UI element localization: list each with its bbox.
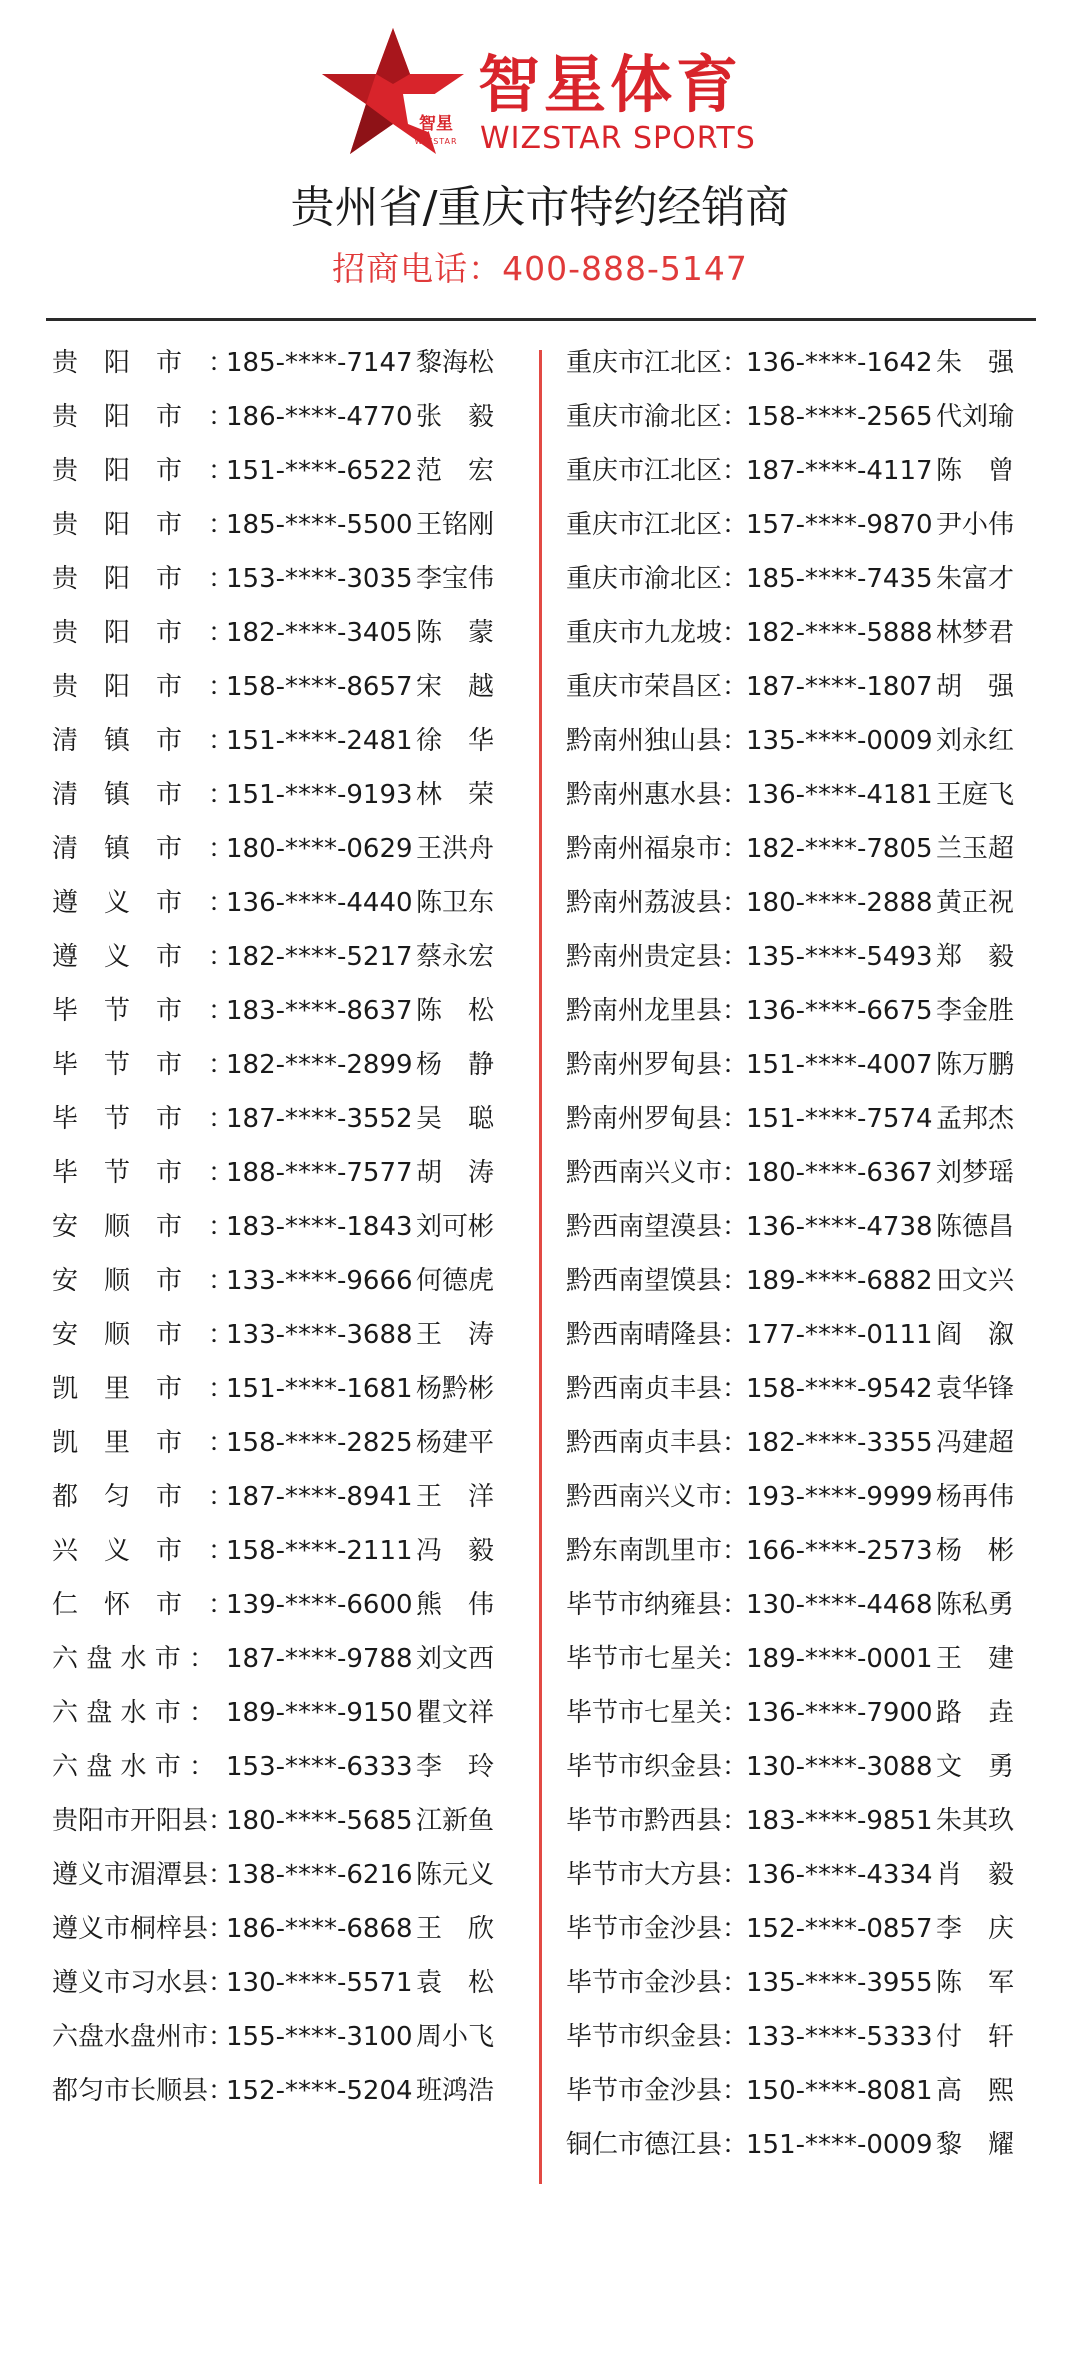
dealer-location: 黔南州贵定县： bbox=[566, 942, 749, 972]
dealer-location: 毕 节 市 ： bbox=[52, 1158, 235, 1188]
dealer-phone: 186-****-6868 bbox=[226, 1914, 413, 1944]
dealer-location: 黔南州惠水县： bbox=[566, 780, 749, 810]
dealer-name: 范 宏 bbox=[416, 456, 495, 486]
dealer-name: 陈德昌 bbox=[936, 1212, 1015, 1242]
dealer-name: 杨建平 bbox=[416, 1428, 495, 1458]
dealer-phone: 157-****-9870 bbox=[746, 510, 933, 540]
dealer-location: 毕节市七星关： bbox=[566, 1644, 749, 1674]
dealer-name: 路 垚 bbox=[936, 1698, 1015, 1728]
dealer-phone: 183-****-8637 bbox=[226, 996, 413, 1026]
dealer-name: 王 涛 bbox=[416, 1320, 495, 1350]
dealer-phone: 158-****-2825 bbox=[226, 1428, 413, 1458]
dealer-row bbox=[52, 660, 518, 714]
dealer-row bbox=[52, 768, 518, 822]
dealer-row bbox=[566, 606, 1036, 660]
dealer-row bbox=[566, 1524, 1036, 1578]
dealer-row bbox=[52, 1470, 518, 1524]
dealer-phone: 185-****-7147 bbox=[226, 348, 413, 378]
dealer-row bbox=[566, 1632, 1036, 1686]
dealer-name: 何德虎 bbox=[416, 1266, 495, 1296]
dealer-name: 兰玉超 bbox=[936, 834, 1015, 864]
dealer-location: 清 镇 市 ： bbox=[52, 726, 235, 756]
logo-text-en: WIZSTAR SPORTS bbox=[480, 121, 756, 156]
dealer-phone: 182-****-2899 bbox=[226, 1050, 413, 1080]
dealer-location: 遵义市桐梓县： bbox=[52, 1914, 235, 1944]
dealer-location: 重庆市江北区： bbox=[566, 348, 749, 378]
dealer-location: 贵 阳 市 ： bbox=[52, 456, 235, 486]
dealer-name: 林梦君 bbox=[936, 618, 1015, 648]
dealer-location: 贵 阳 市 ： bbox=[52, 402, 235, 432]
dealer-location: 清 镇 市 ： bbox=[52, 780, 235, 810]
dealer-location: 黔东南凯里市： bbox=[566, 1536, 749, 1566]
dealer-name: 班鸿浩 bbox=[416, 2076, 495, 2106]
dealer-location: 清 镇 市 ： bbox=[52, 834, 235, 864]
dealer-location: 毕 节 市 ： bbox=[52, 1050, 235, 1080]
dealer-row bbox=[566, 1254, 1036, 1308]
dealer-location: 贵 阳 市 ： bbox=[52, 564, 235, 594]
dealer-name: 陈万鹏 bbox=[936, 1050, 1015, 1080]
dealer-phone: 188-****-7577 bbox=[226, 1158, 413, 1188]
dealer-name: 胡 涛 bbox=[416, 1158, 495, 1188]
dealer-name: 李 玲 bbox=[416, 1752, 495, 1782]
dealer-phone: 151-****-2481 bbox=[226, 726, 413, 756]
dealer-row bbox=[52, 1254, 518, 1308]
dealer-name: 陈元义 bbox=[416, 1860, 495, 1890]
dealer-location: 都 匀 市 ： bbox=[52, 1482, 235, 1512]
dealer-location: 铜仁市德江县： bbox=[566, 2130, 749, 2160]
dealer-phone: 136-****-6675 bbox=[746, 996, 933, 1026]
dealer-row bbox=[566, 1848, 1036, 1902]
dealer-row bbox=[52, 606, 518, 660]
dealer-location: 重庆市荣昌区： bbox=[566, 672, 749, 702]
dealer-row bbox=[52, 1362, 518, 1416]
dealer-phone: 153-****-3035 bbox=[226, 564, 413, 594]
dealer-phone: 151-****-9193 bbox=[226, 780, 413, 810]
dealer-location: 安 顺 市 ： bbox=[52, 1212, 235, 1242]
dealer-phone: 187-****-3552 bbox=[226, 1104, 413, 1134]
dealer-row bbox=[566, 1686, 1036, 1740]
dealer-row bbox=[52, 1848, 518, 1902]
dealer-name: 郑 毅 bbox=[936, 942, 1015, 972]
dealer-location: 毕节市大方县： bbox=[566, 1860, 749, 1890]
dealer-row bbox=[52, 1740, 518, 1794]
dealer-row bbox=[566, 2010, 1036, 2064]
dealer-row bbox=[566, 930, 1036, 984]
dealer-phone: 152-****-5204 bbox=[226, 2076, 413, 2106]
dealer-row bbox=[566, 1038, 1036, 1092]
dealer-phone: 158-****-9542 bbox=[746, 1374, 933, 1404]
dealer-phone: 180-****-2888 bbox=[746, 888, 933, 918]
dealer-phone: 133-****-5333 bbox=[746, 2022, 933, 2052]
dealer-name: 江新鱼 bbox=[416, 1806, 495, 1836]
dealer-location: 毕节市金沙县： bbox=[566, 1968, 749, 1998]
dealer-name: 朱其玖 bbox=[936, 1806, 1015, 1836]
dealer-phone: 155-****-3100 bbox=[226, 2022, 413, 2052]
page-title: 贵州省/重庆市特约经销商 bbox=[290, 182, 790, 233]
dealer-location: 重庆市江北区： bbox=[566, 456, 749, 486]
dealer-phone: 151-****-0009 bbox=[746, 2130, 933, 2160]
dealer-name: 代刘瑜 bbox=[936, 402, 1015, 432]
dealer-name: 朱富才 bbox=[936, 564, 1015, 594]
dealer-location: 重庆市江北区： bbox=[566, 510, 749, 540]
dealer-row bbox=[566, 1902, 1036, 1956]
dealer-row bbox=[52, 444, 518, 498]
dealer-name: 李 庆 bbox=[936, 1914, 1015, 1944]
dealer-name: 熊 伟 bbox=[416, 1590, 495, 1620]
dealer-phone: 139-****-6600 bbox=[226, 1590, 413, 1620]
dealer-phone: 130-****-3088 bbox=[746, 1752, 933, 1782]
dealer-name: 陈 曾 bbox=[936, 456, 1015, 486]
dealer-name: 王 洋 bbox=[416, 1482, 495, 1512]
dealer-name: 张 毅 bbox=[416, 402, 495, 432]
dealer-phone: 185-****-5500 bbox=[226, 510, 413, 540]
dealer-location: 黔南州荔波县： bbox=[566, 888, 749, 918]
dealer-location: 毕节市织金县： bbox=[566, 2022, 749, 2052]
dealer-name: 徐 华 bbox=[416, 726, 495, 756]
dealer-name: 尹小伟 bbox=[936, 510, 1015, 540]
dealer-phone: 136-****-4738 bbox=[746, 1212, 933, 1242]
dealer-location: 黔西南望馍县： bbox=[566, 1266, 749, 1296]
dealer-name: 林 荣 bbox=[416, 780, 495, 810]
dealer-name: 刘文西 bbox=[416, 1644, 495, 1674]
dealer-name: 刘梦瑶 bbox=[936, 1158, 1015, 1188]
dealer-row bbox=[566, 1578, 1036, 1632]
dealer-phone: 136-****-4334 bbox=[746, 1860, 933, 1890]
dealer-row bbox=[566, 1794, 1036, 1848]
dealer-phone: 180-****-5685 bbox=[226, 1806, 413, 1836]
dealer-name: 周小飞 bbox=[416, 2022, 495, 2052]
dealer-name: 王 建 bbox=[936, 1644, 1015, 1674]
dealer-location: 仁 怀 市 ： bbox=[52, 1590, 235, 1620]
dealer-row bbox=[52, 1794, 518, 1848]
dealer-name: 阎 溆 bbox=[936, 1320, 1015, 1350]
dealer-phone: 183-****-1843 bbox=[226, 1212, 413, 1242]
dealer-name: 文 勇 bbox=[936, 1752, 1015, 1782]
dealer-phone: 135-****-5493 bbox=[746, 942, 933, 972]
dealer-phone: 177-****-0111 bbox=[746, 1320, 933, 1350]
dealer-location: 凯 里 市 ： bbox=[52, 1374, 235, 1404]
dealer-phone: 189-****-0001 bbox=[746, 1644, 933, 1674]
dealer-name: 黎海松 bbox=[416, 348, 495, 378]
dealer-row bbox=[52, 1308, 518, 1362]
dealer-row bbox=[566, 1740, 1036, 1794]
dealer-list-right bbox=[566, 336, 1036, 2172]
dealer-row bbox=[52, 822, 518, 876]
dealer-name: 李宝伟 bbox=[416, 564, 495, 594]
dealer-location: 遵义市湄潭县： bbox=[52, 1860, 235, 1890]
dealer-name: 瞿文祥 bbox=[416, 1698, 495, 1728]
dealer-phone: 136-****-4440 bbox=[226, 888, 413, 918]
dealer-row bbox=[52, 1578, 518, 1632]
dealer-phone: 151-****-6522 bbox=[226, 456, 413, 486]
dealer-row bbox=[52, 552, 518, 606]
dealer-location: 黔西南兴义市： bbox=[566, 1158, 749, 1188]
dealer-location: 遵 义 市 ： bbox=[52, 888, 235, 918]
dealer-row bbox=[52, 1200, 518, 1254]
dealer-phone: 187-****-9788 bbox=[226, 1644, 413, 1674]
dealer-row bbox=[566, 1362, 1036, 1416]
dealer-row bbox=[566, 444, 1036, 498]
dealer-phone: 151-****-7574 bbox=[746, 1104, 933, 1134]
dealer-name: 黎 耀 bbox=[936, 2130, 1015, 2160]
dealer-name: 陈卫东 bbox=[416, 888, 495, 918]
header-divider bbox=[46, 318, 1036, 321]
dealer-name: 吴 聪 bbox=[416, 1104, 495, 1134]
dealer-location: 毕节市黔西县： bbox=[566, 1806, 749, 1836]
dealer-phone: 185-****-7435 bbox=[746, 564, 933, 594]
dealer-phone: 135-****-0009 bbox=[746, 726, 933, 756]
dealer-name: 田文兴 bbox=[936, 1266, 1015, 1296]
dealer-phone: 133-****-9666 bbox=[226, 1266, 413, 1296]
dealer-location: 六 盘 水 市 ： bbox=[52, 1752, 216, 1782]
dealer-name: 杨再伟 bbox=[936, 1482, 1015, 1512]
dealer-location: 黔西南望漠县： bbox=[566, 1212, 749, 1242]
dealer-list-left bbox=[52, 336, 518, 2118]
hotline-text: 招商电话：400-888-5147 bbox=[332, 249, 748, 288]
dealer-name: 黄正祝 bbox=[936, 888, 1015, 918]
dealer-phone: 180-****-6367 bbox=[746, 1158, 933, 1188]
logo-text-cn: 智星体育 bbox=[478, 48, 743, 121]
dealer-name: 袁华锋 bbox=[936, 1374, 1015, 1404]
dealer-row bbox=[52, 336, 518, 390]
dealer-row bbox=[52, 1416, 518, 1470]
dealer-location: 安 顺 市 ： bbox=[52, 1266, 235, 1296]
dealer-location: 重庆市九龙坡： bbox=[566, 618, 749, 648]
dealer-name: 刘永红 bbox=[936, 726, 1015, 756]
dealer-location: 黔西南贞丰县： bbox=[566, 1374, 749, 1404]
dealer-row bbox=[566, 714, 1036, 768]
dealer-row bbox=[566, 1956, 1036, 2010]
dealer-location: 毕节市金沙县： bbox=[566, 2076, 749, 2106]
dealer-phone: 138-****-6216 bbox=[226, 1860, 413, 1890]
dealer-location: 都匀市长顺县： bbox=[52, 2076, 235, 2106]
dealer-location: 黔南州龙里县： bbox=[566, 996, 749, 1026]
dealer-name: 陈私勇 bbox=[936, 1590, 1015, 1620]
column-divider bbox=[539, 350, 542, 2184]
dealer-phone: 182-****-5888 bbox=[746, 618, 933, 648]
dealer-phone: 152-****-0857 bbox=[746, 1914, 933, 1944]
dealer-phone: 187-****-4117 bbox=[746, 456, 933, 486]
brand-logo bbox=[318, 24, 774, 158]
dealer-name: 肖 毅 bbox=[936, 1860, 1015, 1890]
dealer-row bbox=[566, 552, 1036, 606]
dealer-phone: 151-****-1681 bbox=[226, 1374, 413, 1404]
dealer-location: 遵义市习水县： bbox=[52, 1968, 235, 1998]
dealer-location: 贵 阳 市 ： bbox=[52, 672, 235, 702]
dealer-phone: 136-****-4181 bbox=[746, 780, 933, 810]
dealer-phone: 182-****-3355 bbox=[746, 1428, 933, 1458]
dealer-name: 冯 毅 bbox=[416, 1536, 495, 1566]
dealer-location: 六盘水盘州市： bbox=[52, 2022, 235, 2052]
dealer-row bbox=[52, 1524, 518, 1578]
dealer-location: 黔南州罗甸县： bbox=[566, 1104, 749, 1134]
dealer-phone: 158-****-8657 bbox=[226, 672, 413, 702]
dealer-location: 毕节市织金县： bbox=[566, 1752, 749, 1782]
dealer-row bbox=[52, 2010, 518, 2064]
dealer-row bbox=[52, 1146, 518, 1200]
dealer-phone: 133-****-3688 bbox=[226, 1320, 413, 1350]
dealer-phone: 150-****-8081 bbox=[746, 2076, 933, 2106]
dealer-phone: 135-****-3955 bbox=[746, 1968, 933, 1998]
dealer-row bbox=[566, 2064, 1036, 2118]
dealer-location: 安 顺 市 ： bbox=[52, 1320, 235, 1350]
dealer-row bbox=[566, 1470, 1036, 1524]
dealer-name: 陈 军 bbox=[936, 1968, 1015, 1998]
dealer-name: 蔡永宏 bbox=[416, 942, 495, 972]
dealer-row bbox=[52, 2064, 518, 2118]
dealer-location: 兴 义 市 ： bbox=[52, 1536, 235, 1566]
dealer-row bbox=[566, 822, 1036, 876]
dealer-name: 朱 强 bbox=[936, 348, 1015, 378]
dealer-location: 黔南州独山县： bbox=[566, 726, 749, 756]
dealer-phone: 182-****-7805 bbox=[746, 834, 933, 864]
dealer-name: 陈 蒙 bbox=[416, 618, 495, 648]
dealer-phone: 189-****-6882 bbox=[746, 1266, 933, 1296]
dealer-row bbox=[566, 2118, 1036, 2172]
dealer-location: 毕 节 市 ： bbox=[52, 1104, 235, 1134]
dealer-location: 毕 节 市 ： bbox=[52, 996, 235, 1026]
dealer-location: 黔西南兴义市： bbox=[566, 1482, 749, 1512]
dealer-location: 黔西南晴隆县： bbox=[566, 1320, 749, 1350]
dealer-name: 王 欣 bbox=[416, 1914, 495, 1944]
dealer-row bbox=[566, 876, 1036, 930]
dealer-name: 孟邦杰 bbox=[936, 1104, 1015, 1134]
dealer-row bbox=[52, 1902, 518, 1956]
dealer-phone: 186-****-4770 bbox=[226, 402, 413, 432]
dealer-name: 杨 静 bbox=[416, 1050, 495, 1080]
dealer-location: 贵 阳 市 ： bbox=[52, 510, 235, 540]
dealer-location: 毕节市纳雍县： bbox=[566, 1590, 749, 1620]
dealer-location: 黔南州福泉市： bbox=[566, 834, 749, 864]
dealer-name: 刘可彬 bbox=[416, 1212, 495, 1242]
dealer-location: 黔西南贞丰县： bbox=[566, 1428, 749, 1458]
dealer-row bbox=[566, 390, 1036, 444]
dealer-row bbox=[52, 876, 518, 930]
dealer-phone: 193-****-9999 bbox=[746, 1482, 933, 1512]
dealer-row bbox=[566, 1200, 1036, 1254]
dealer-phone: 151-****-4007 bbox=[746, 1050, 933, 1080]
dealer-name: 宋 越 bbox=[416, 672, 495, 702]
dealer-name: 冯建超 bbox=[936, 1428, 1015, 1458]
dealer-phone: 153-****-6333 bbox=[226, 1752, 413, 1782]
dealer-location: 贵 阳 市 ： bbox=[52, 618, 235, 648]
dealer-location: 重庆市渝北区： bbox=[566, 564, 749, 594]
dealer-row bbox=[52, 1956, 518, 2010]
dealer-phone: 166-****-2573 bbox=[746, 1536, 933, 1566]
dealer-name: 胡 强 bbox=[936, 672, 1015, 702]
dealer-location: 贵阳市开阳县： bbox=[52, 1806, 235, 1836]
dealer-phone: 182-****-5217 bbox=[226, 942, 413, 972]
dealer-location: 六 盘 水 市 ： bbox=[52, 1644, 216, 1674]
dealer-row bbox=[52, 390, 518, 444]
dealer-name: 王洪舟 bbox=[416, 834, 495, 864]
logo-mark-en: WIZSTAR bbox=[414, 137, 458, 146]
dealer-location: 六 盘 水 市 ： bbox=[52, 1698, 216, 1728]
dealer-row bbox=[566, 336, 1036, 390]
dealer-row bbox=[566, 1308, 1036, 1362]
dealer-row bbox=[566, 1092, 1036, 1146]
dealer-name: 杨黔彬 bbox=[416, 1374, 495, 1404]
dealer-name: 付 轩 bbox=[936, 2022, 1015, 2052]
dealer-location: 重庆市渝北区： bbox=[566, 402, 749, 432]
dealer-location: 黔南州罗甸县： bbox=[566, 1050, 749, 1080]
dealer-location: 凯 里 市 ： bbox=[52, 1428, 235, 1458]
dealer-name: 王铭刚 bbox=[416, 510, 495, 540]
dealer-row bbox=[566, 768, 1036, 822]
dealer-location: 遵 义 市 ： bbox=[52, 942, 235, 972]
dealer-row bbox=[566, 660, 1036, 714]
dealer-row bbox=[52, 930, 518, 984]
dealer-row bbox=[52, 1632, 518, 1686]
dealer-phone: 189-****-9150 bbox=[226, 1698, 413, 1728]
dealer-location: 毕节市金沙县： bbox=[566, 1914, 749, 1944]
dealer-row bbox=[566, 1146, 1036, 1200]
dealer-row bbox=[566, 984, 1036, 1038]
dealer-location: 贵 阳 市 ： bbox=[52, 348, 235, 378]
logo-mark-cn: 智星 bbox=[419, 114, 453, 134]
dealer-phone: 158-****-2111 bbox=[226, 1536, 413, 1566]
dealer-row bbox=[566, 1416, 1036, 1470]
dealer-phone: 136-****-1642 bbox=[746, 348, 933, 378]
dealer-phone: 158-****-2565 bbox=[746, 402, 933, 432]
dealer-row bbox=[566, 498, 1036, 552]
dealer-phone: 180-****-0629 bbox=[226, 834, 413, 864]
dealer-row bbox=[52, 714, 518, 768]
dealer-name: 李金胜 bbox=[936, 996, 1015, 1026]
dealer-row bbox=[52, 984, 518, 1038]
dealer-row bbox=[52, 498, 518, 552]
dealer-row bbox=[52, 1092, 518, 1146]
dealer-phone: 130-****-4468 bbox=[746, 1590, 933, 1620]
dealer-location: 毕节市七星关： bbox=[566, 1698, 749, 1728]
dealer-name: 陈 松 bbox=[416, 996, 495, 1026]
dealer-name: 杨 彬 bbox=[936, 1536, 1015, 1566]
dealer-row bbox=[52, 1686, 518, 1740]
dealer-name: 王庭飞 bbox=[936, 780, 1015, 810]
dealer-name: 袁 松 bbox=[416, 1968, 495, 1998]
dealer-row bbox=[52, 1038, 518, 1092]
dealer-phone: 130-****-5571 bbox=[226, 1968, 413, 1998]
dealer-name: 高 熙 bbox=[936, 2076, 1015, 2106]
dealer-phone: 187-****-1807 bbox=[746, 672, 933, 702]
dealer-phone: 183-****-9851 bbox=[746, 1806, 933, 1836]
dealer-phone: 136-****-7900 bbox=[746, 1698, 933, 1728]
dealer-phone: 182-****-3405 bbox=[226, 618, 413, 648]
dealer-phone: 187-****-8941 bbox=[226, 1482, 413, 1512]
